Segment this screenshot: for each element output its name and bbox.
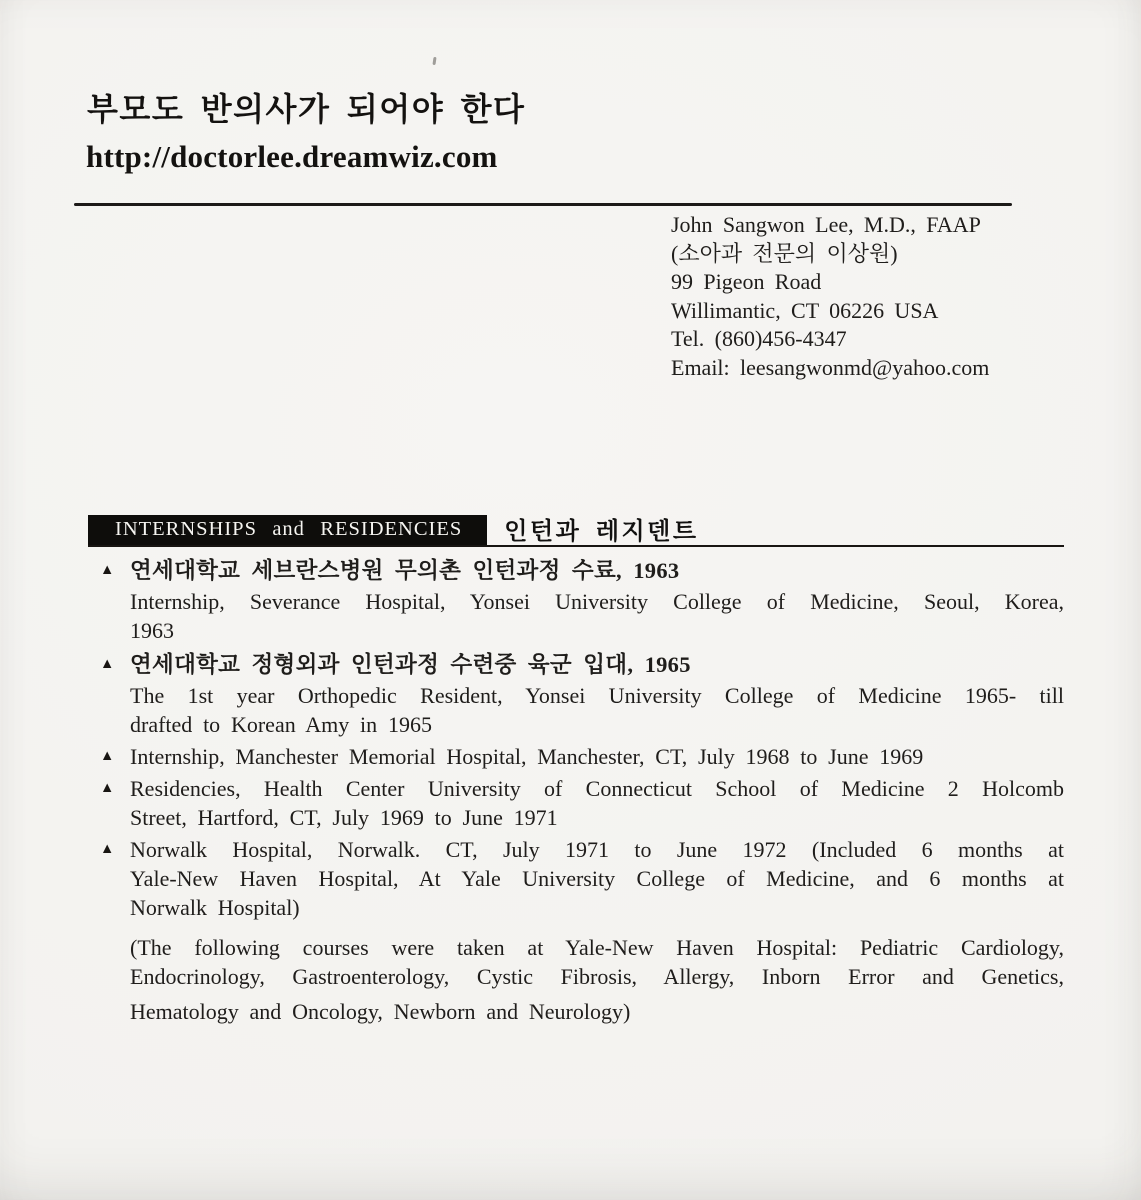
document-title-korean: 부모도 반의사가 되어야 한다 — [87, 91, 526, 127]
entry-line-text: Street, Hartford, CT, July 1969 to June 1971 — [130, 805, 558, 830]
contact-phone: Tel. (860)456-4347 — [671, 326, 847, 351]
contact-name: John Sangwon Lee, M.D., FAAP — [671, 212, 981, 237]
entry-line-text: 연세대학교 세브란스병원 무의촌 인턴과정 수료, 1963 — [130, 558, 680, 583]
entry-line-text: Norwalk Hospital) — [130, 895, 300, 920]
entry-line-text: Residencies, Health Center University of Connecticut School of Medicine 2 Holcomb — [130, 776, 1064, 801]
entry-line-text: drafted to Korean Amy in 1965 — [130, 712, 432, 737]
resume-entry — [88, 742, 1064, 771]
note-paragraph — [88, 933, 1064, 1026]
website-url: http://doctorlee.dreamwiz.com — [86, 139, 498, 174]
entry-first-line — [88, 648, 1064, 681]
entry-line-text: (The following courses were taken at Yale-New Haven Hospital: Pediatric Cardiology, — [130, 935, 1064, 960]
contact-block — [671, 211, 989, 382]
entries-list — [88, 554, 1064, 1026]
entry-line-text: The 1st year Orthopedic Resident, Yonsei University College of Medicine 1965- till — [130, 683, 1064, 708]
resume-entry — [88, 554, 1064, 645]
resume-entry — [88, 648, 1064, 739]
entry-first-line — [88, 835, 1064, 864]
horizontal-rule — [74, 203, 1012, 206]
scan-speck — [432, 57, 436, 65]
contact-name-korean: (소아과 전문의 이상원) — [671, 240, 898, 266]
triangle-bullet-icon: ▲ — [100, 656, 115, 672]
resume-entry — [88, 774, 1064, 832]
section-title-bar — [88, 515, 487, 545]
entry-first-line — [88, 774, 1064, 803]
contact-address-line2: Willimantic, CT 06226 USA — [671, 297, 939, 323]
section-header — [88, 515, 1064, 547]
contact-address-line1: 99 Pigeon Road — [671, 269, 822, 294]
entry-line-text: Yale-New Haven Hospital, At Yale University College of Medicine, and 6 months at — [130, 866, 1064, 891]
triangle-bullet-icon: ▲ — [100, 780, 115, 796]
entry-line-text: 연세대학교 정형외과 인턴과정 수련중 육군 입대, 1965 — [130, 652, 691, 677]
triangle-bullet-icon: ▲ — [100, 841, 115, 857]
entry-line-text: Hematology and Oncology, Newborn and Neurology) — [130, 999, 631, 1024]
entry-line-text: Endocrinology, Gastroenterology, Cystic Fibrosis, Allergy, Inborn Error and Genetics, — [130, 964, 1064, 989]
contact-email: Email: leesangwonmd@yahoo.com — [671, 354, 990, 380]
entry-line-text: 1963 — [130, 618, 174, 643]
entry-line-text: Internship, Severance Hospital, Yonsei University College of Medicine, Seoul, Korea, — [130, 589, 1064, 614]
resume-entry — [88, 835, 1064, 922]
section-title-english: INTERNSHIPS and RESIDENCIES — [115, 517, 463, 540]
triangle-bullet-icon: ▲ — [100, 748, 115, 764]
entry-line-text: Internship, Manchester Memorial Hospital, Manchester, CT, July 1968 to June 1969 — [130, 744, 924, 769]
entry-first-line — [88, 742, 1064, 771]
entry-first-line — [88, 554, 1064, 587]
triangle-bullet-icon: ▲ — [100, 562, 115, 578]
entry-line-text: Norwalk Hospital, Norwalk. CT, July 1971 to June 1972 (Included 6 months at — [130, 837, 1064, 862]
section-title-korean: 인턴과 레지덴트 — [504, 519, 699, 545]
